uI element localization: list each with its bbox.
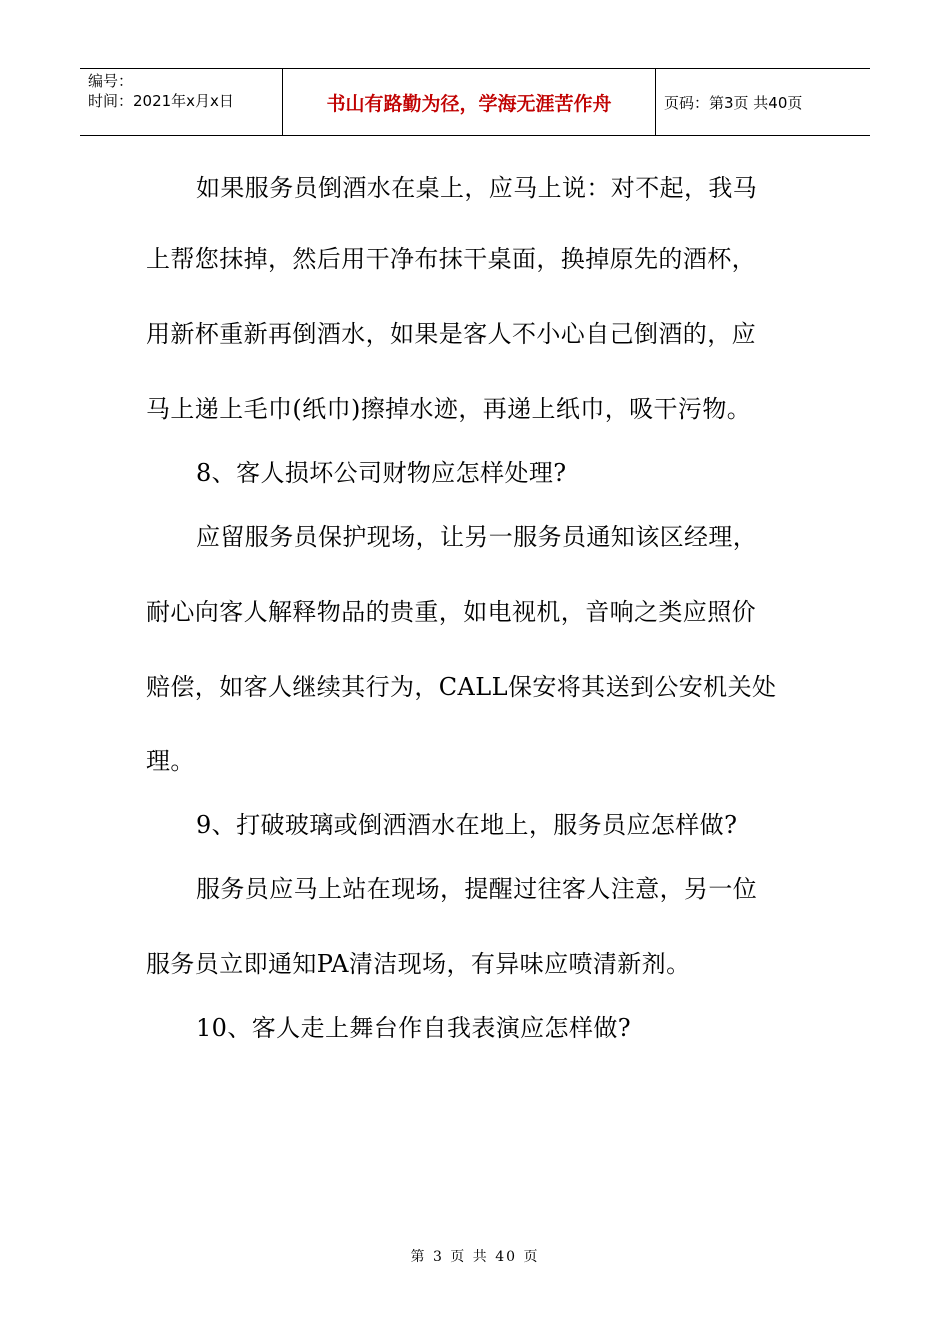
time-label: 时间：2021年x月x日	[88, 92, 234, 110]
page-footer: 第 3 页 共 40 页	[410, 1249, 540, 1265]
paragraph-line: 服务员应马上站在现场，提醒过往客人注意，另一位	[196, 875, 758, 903]
number-label: 编号：	[88, 72, 134, 90]
paragraph-line: 上帮您抹掉，然后用干净布抹干桌面，换掉原先的酒杯，	[146, 245, 756, 273]
header-divider-right	[655, 68, 656, 136]
question-heading: 9、打破玻璃或倒洒酒水在地上，服务员应怎样做?	[196, 811, 738, 839]
header-page-info: 页码：第3页 共40页	[664, 93, 803, 112]
paragraph-line: 应留服务员保护现场，让另一服务员通知该区经理，	[196, 523, 758, 551]
page-header	[80, 68, 870, 136]
question-heading: 10、客人走上舞台作自我表演应怎样做?	[196, 1014, 632, 1042]
paragraph-line: 马上递上毛巾(纸巾)擦掉水迹，再递上纸巾，吸干污物。	[146, 395, 752, 423]
paragraph-line: 用新杯重新再倒酒水，如果是客人不小心自己倒酒的，应	[146, 320, 756, 348]
header-motto: 书山有路勤为径，学海无涯苦作舟	[326, 92, 612, 115]
paragraph-line: 服务员立即通知PA清洁现场，有异味应喷清新剂。	[146, 950, 691, 978]
paragraph-line: 理。	[146, 747, 195, 775]
paragraph-line: 耐心向客人解释物品的贵重，如电视机，音响之类应照价	[146, 598, 756, 626]
paragraph-line: 如果服务员倒酒水在桌上，应马上说：对不起，我马	[196, 174, 758, 202]
paragraph-line: 赔偿，如客人继续其行为，CALL保安将其送到公安机关处	[146, 673, 777, 701]
question-heading: 8、客人损坏公司财物应怎样处理?	[196, 459, 567, 487]
header-meta	[88, 71, 278, 111]
